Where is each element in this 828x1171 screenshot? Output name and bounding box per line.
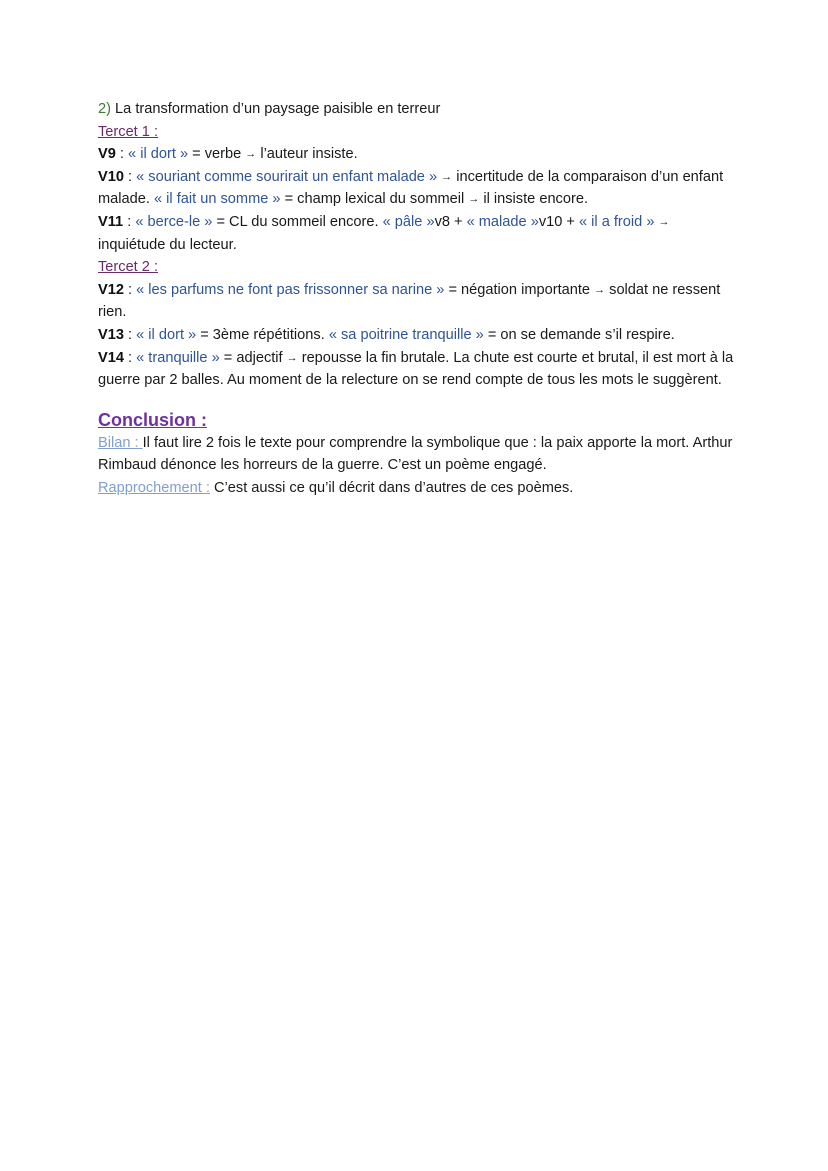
text: = champ lexical du sommeil: [280, 191, 469, 208]
arrow-icon: →: [441, 170, 453, 183]
verse-v11: [98, 211, 738, 256]
verse-v12: [98, 279, 738, 324]
quote: « tranquille »: [136, 349, 220, 366]
text: l’auteur insiste.: [256, 146, 358, 163]
text: = CL du sommeil encore.: [212, 213, 383, 230]
text: = on se demande s’il respire.: [483, 326, 675, 343]
bilan-paragraph: [98, 432, 738, 477]
text: = négation importante: [444, 281, 595, 298]
verse-label: V14: [98, 349, 124, 366]
verse-label: V10: [98, 168, 124, 185]
quote: « il a froid »: [579, 213, 655, 230]
text: v10 +: [538, 213, 579, 230]
tercet1-heading: Tercet 1 :: [98, 123, 159, 140]
text: il insiste encore.: [479, 191, 589, 208]
arrow-icon: →: [594, 283, 606, 296]
quote: « souriant comme sourirait un enfant malade »: [136, 168, 438, 185]
verse-v14: [98, 347, 738, 392]
text: v8 +: [434, 213, 467, 230]
verse-v9: [98, 143, 738, 166]
quote: « il dort »: [136, 326, 197, 343]
quote: « berce-le »: [135, 213, 213, 230]
quote: « pâle »: [382, 213, 435, 230]
section-title: La transformation d’un paysage paisible en terreur: [110, 101, 441, 117]
section-number: 2): [98, 101, 111, 117]
separator: :: [123, 213, 136, 230]
rapprochement-paragraph: [98, 477, 738, 500]
verse-label: V12: [98, 281, 124, 298]
verse-label: V13: [98, 326, 124, 343]
bilan-label: Bilan :: [98, 434, 143, 451]
document-content: [98, 98, 738, 500]
rapprochement-text: C’est aussi ce qu’il décrit dans d’autres de ces poèmes.: [209, 479, 574, 496]
separator: :: [123, 281, 137, 298]
arrow-icon: →: [245, 148, 257, 161]
arrow-icon: →: [658, 215, 670, 228]
verse-label: V9: [98, 146, 116, 163]
arrow-icon: →: [468, 193, 480, 206]
arrow-icon: →: [286, 351, 298, 364]
quote: « il fait un somme »: [153, 191, 281, 208]
quote: « sa poitrine tranquille »: [328, 326, 484, 343]
section-heading: [98, 98, 738, 121]
tercet2-heading: Tercet 2 :: [98, 259, 159, 276]
conclusion-heading: Conclusion :: [98, 409, 207, 430]
quote: « malade »: [466, 213, 539, 230]
quote: « il dort »: [128, 146, 189, 163]
verse-v10: [98, 166, 738, 211]
bilan-text: Il faut lire 2 fois le texte pour comprendre la symbolique que : la paix apporte la mort. Arthur Rimbaud dénonce les horreurs de la guerre. C’est un poème engagé.: [98, 434, 733, 474]
verse-label: V11: [98, 213, 124, 230]
text: soldat ne ressent rien.: [98, 281, 721, 321]
text: incertitude de la comparaison d’un enfant malade.: [98, 168, 724, 208]
text: = verbe: [188, 146, 246, 163]
separator: :: [115, 146, 129, 163]
text: repousse la fin brutale. La chute est courte et brutal, il est mort à la guerre par 2 balles. Au moment de la relecture on se rend compte de tous les mots le suggèrent.: [98, 349, 734, 389]
separator: :: [123, 168, 137, 185]
separator: :: [123, 349, 137, 366]
separator: :: [123, 326, 137, 343]
text: = adjectif: [219, 349, 287, 366]
text: = 3ème répétitions.: [196, 326, 329, 343]
verse-v13: [98, 324, 738, 347]
rapprochement-label: Rapprochement :: [98, 479, 210, 496]
text: inquiétude du lecteur.: [98, 236, 237, 253]
quote: « les parfums ne font pas frissonner sa narine »: [136, 281, 445, 298]
